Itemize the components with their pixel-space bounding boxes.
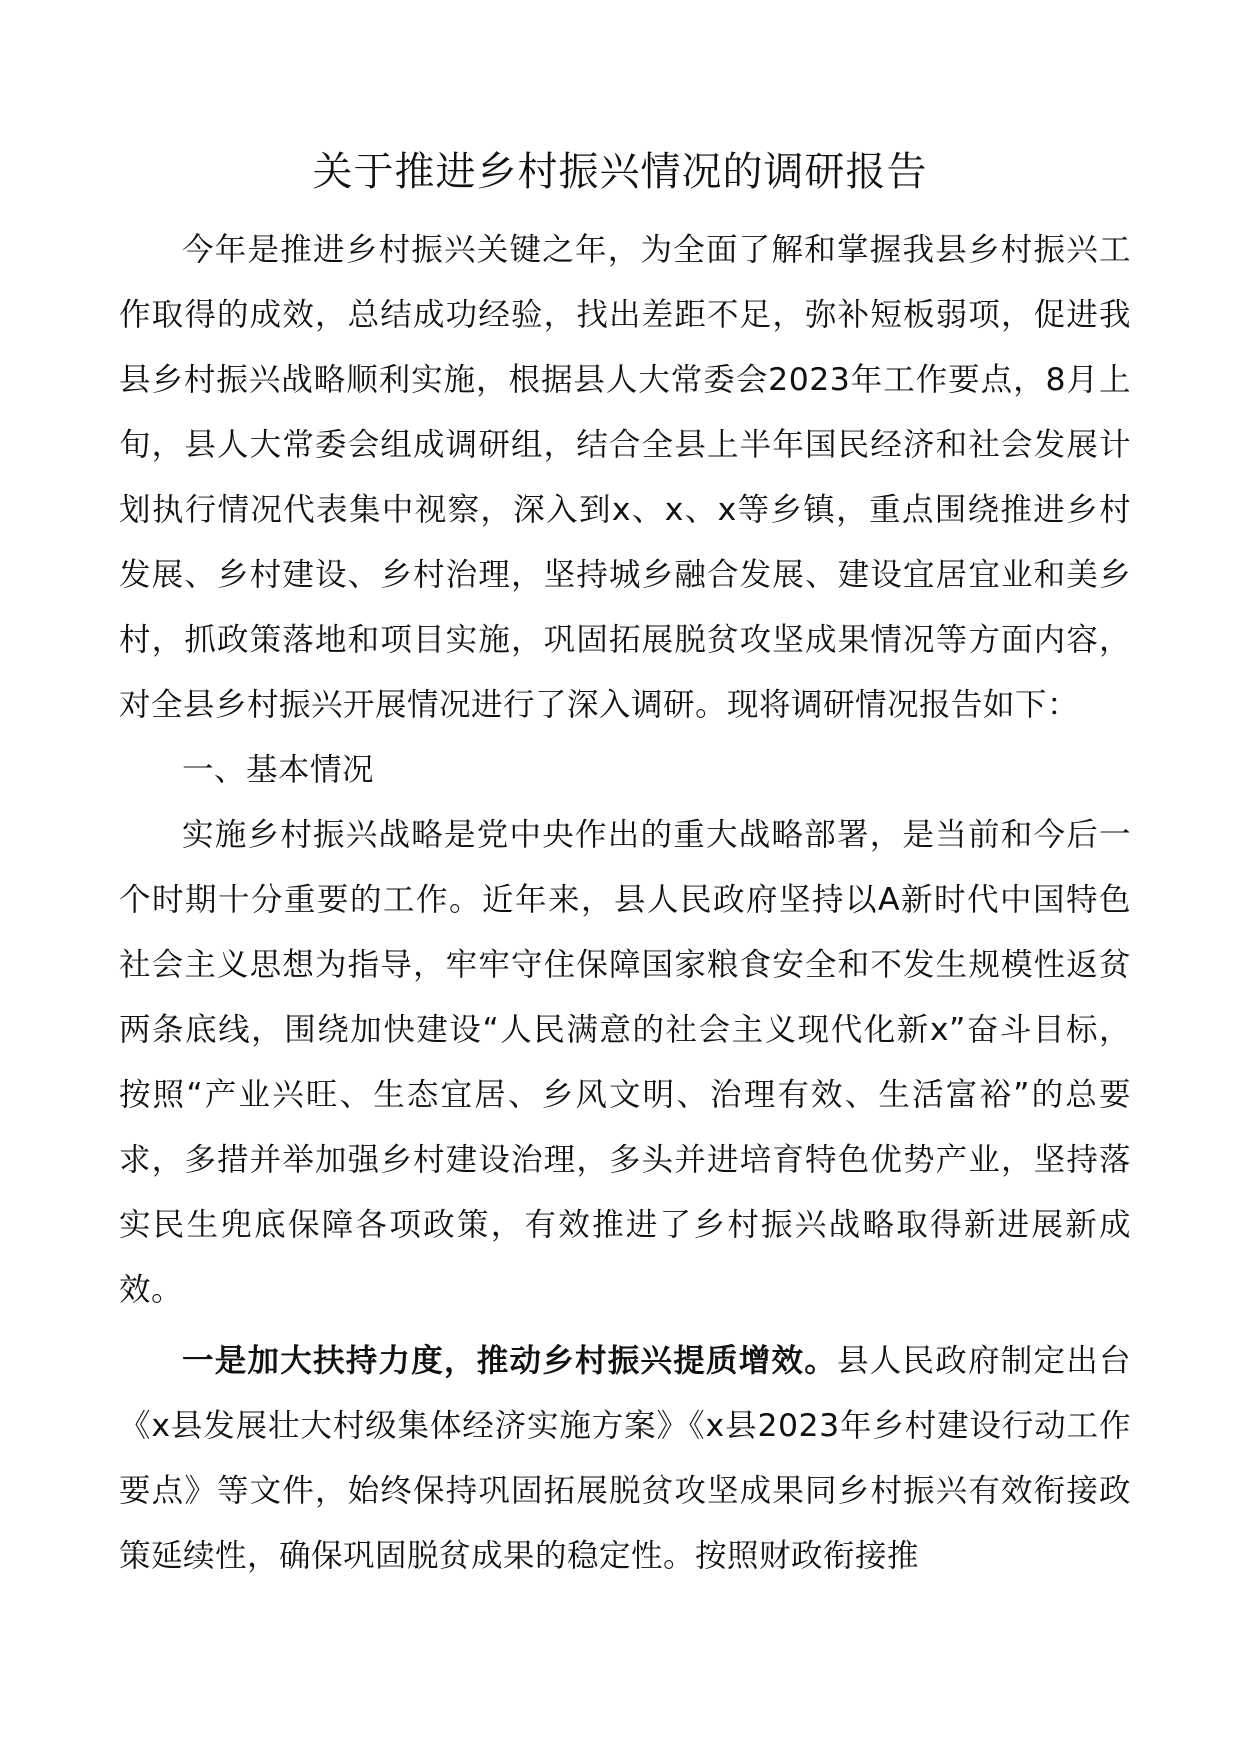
section-heading-basic-situation: 一、基本情况: [182, 752, 375, 788]
point-one-paragraph: [119, 1329, 1131, 1589]
document-body: [119, 218, 1131, 1589]
intro-paragraph: 今年是推进乡村振兴关键之年，为全面了解和掌握我县乡村振兴工作取得的成效，总结成功经验，找出差距不足，弥补短板弱项，促进我县乡村振兴战略顺利实施，根据县人大常委会2023年工作要点，8月上旬，县人大常委会组成调研组，结合全县上半年国民经济和社会发展计划执行情况代表集中视察，深入到x、x、x等乡镇，重点围绕推进乡村发展、乡村建设、乡村治理，坚持城乡融合发展、建设宜居宜业和美乡村，抓政策落地和项目实施，巩固拓展脱贫攻坚成果情况等方面内容，对全县乡村振兴开展情况进行了深入调研。现将调研情况报告如下：: [119, 232, 1131, 723]
point-one-text: 县人民政府制定出台《x县发展壮大村级集体经济实施方案》《x县2023年乡村建设行动工作要点》等文件，始终保持巩固拓展脱贫攻坚成果同乡村振兴有效衔接政策延续性，确保巩固脱贫成果的稳定性。按照财政衔接推: [119, 1343, 1131, 1574]
document-title: 关于推进乡村振兴情况的调研报告: [312, 149, 928, 195]
basic-situation-paragraph: 实施乡村振兴战略是党中央作出的重大战略部署，是当前和今后一个时期十分重要的工作。近年来，县人民政府坚持以A新时代中国特色社会主义思想为指导，牢牢守住保障国家粮食安全和不发生规模性返贫两条底线，围绕加快建设“人民满意的社会主义现代化新x”奋斗目标，按照“产业兴旺、生态宜居、乡风文明、治理有效、生活富裕”的总要求，多措并举加强乡村建设治理，多头并进培育特色优势产业，坚持落实民生兜底保障各项政策，有效推进了乡村振兴战略取得新进展新成效。: [119, 817, 1131, 1308]
point-one-lead: 一是加大扶持力度，推动乡村振兴提质增效。: [182, 1343, 837, 1379]
